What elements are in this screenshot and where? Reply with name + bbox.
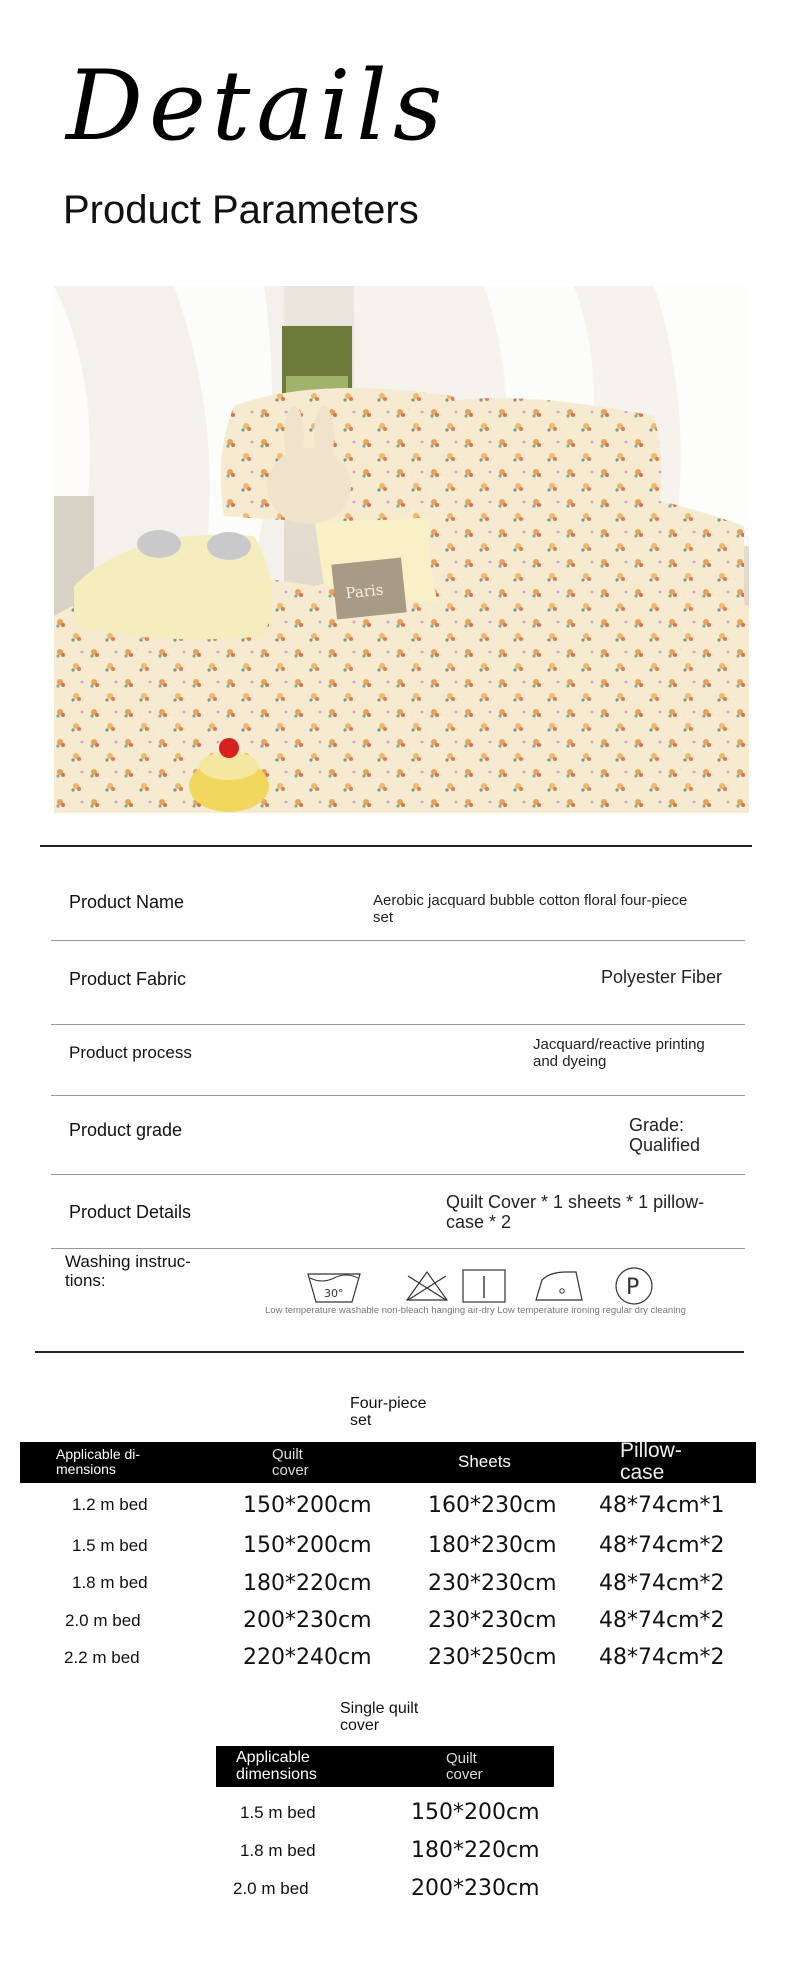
table-cell: 2.2 m bed — [64, 1648, 140, 1667]
param-value-process: Jacquard/reactive printing and dyeing — [533, 1036, 705, 1071]
no-bleach-icon — [407, 1272, 447, 1300]
details-title: Details — [66, 50, 449, 162]
bedding-illustration — [54, 286, 749, 813]
param-value-grade: Grade: Qualified — [629, 1115, 701, 1155]
col-header-pillow: Pillow-case — [620, 1439, 682, 1485]
col-header-dimensions: Applicable dimensions — [236, 1749, 317, 1783]
col-header-dimensions: Applicable di-mensions — [56, 1446, 141, 1477]
row-divider — [51, 1248, 745, 1249]
param-label-fabric: Product Fabric — [69, 969, 187, 989]
table-cell: 230*230cm — [428, 1571, 557, 1596]
table-cell: 48*74cm*2 — [599, 1645, 725, 1670]
dry-clean-p-icon — [616, 1268, 652, 1304]
hang-dry-icon — [463, 1270, 505, 1302]
wash-30-icon — [308, 1274, 360, 1302]
table-cell: 200*230cm — [411, 1876, 540, 1901]
table-cell: 1.2 m bed — [72, 1495, 148, 1514]
table-cell: 2.0 m bed — [233, 1879, 309, 1898]
table-cell: 1.5 m bed — [72, 1536, 148, 1555]
param-value-name: Aerobic jacquard bubble cotton floral four-piece set — [373, 892, 688, 927]
col-header-quilt: Quilt cover — [446, 1750, 483, 1783]
row-divider — [51, 940, 745, 941]
table-cell: 1.8 m bed — [72, 1573, 148, 1592]
four-piece-title: Four-piece set — [350, 1395, 427, 1429]
table-cell: 180*220cm — [411, 1838, 540, 1863]
table-cell: 2.0 m bed — [65, 1611, 141, 1630]
row-divider — [51, 1024, 745, 1025]
single-quilt-title: Single quilt cover — [340, 1700, 419, 1734]
table-cell: 48*74cm*2 — [599, 1608, 725, 1633]
table-cell: 150*200cm — [243, 1533, 372, 1558]
table-cell: 1.8 m bed — [240, 1841, 316, 1860]
table-cell: 150*200cm — [411, 1800, 540, 1825]
section-divider — [40, 845, 752, 847]
washing-label: Washing instruc-tions: — [65, 1252, 191, 1290]
page-title: Product Parameters — [63, 188, 419, 232]
table-cell: 160*230cm — [428, 1493, 557, 1518]
book-text: Paris — [344, 580, 385, 603]
row-divider — [51, 1174, 745, 1175]
table-cell: 200*230cm — [243, 1608, 372, 1633]
table-cell: 180*230cm — [428, 1533, 557, 1558]
param-label-process: Product process — [69, 1043, 192, 1062]
product-photo — [54, 286, 749, 813]
col-header-quilt: Quilt cover — [272, 1446, 309, 1479]
param-label-details: Product Details — [69, 1202, 192, 1222]
svg-text:P: P — [626, 1275, 640, 1300]
table-cell: 48*74cm*2 — [599, 1571, 725, 1596]
table-cell: 48*74cm*1 — [599, 1493, 725, 1518]
param-value-fabric: Polyester Fiber — [601, 967, 723, 987]
col-header-sheets: Sheets — [458, 1452, 511, 1471]
table-cell: 48*74cm*2 — [599, 1533, 725, 1558]
table-cell: 220*240cm — [243, 1645, 372, 1670]
table-cell: 230*250cm — [428, 1645, 557, 1670]
table-cell: 180*220cm — [243, 1571, 372, 1596]
section-divider — [35, 1351, 744, 1353]
param-label-name: Product Name — [69, 892, 185, 912]
row-divider — [51, 1095, 745, 1096]
table-cell: 230*230cm — [428, 1608, 557, 1633]
param-value-details: Quilt Cover * 1 sheets * 1 pillow-case * 2 — [446, 1192, 705, 1232]
param-label-grade: Product grade — [69, 1120, 183, 1140]
table-cell: 150*200cm — [243, 1493, 372, 1518]
svg-text:30°: 30° — [324, 1287, 344, 1300]
washing-caption: Low temperature washable non-bleach hanging air-dry Low temperature ironing regular dry cleaning — [265, 1305, 686, 1316]
low-iron-icon — [536, 1272, 582, 1300]
table-cell: 1.5 m bed — [240, 1803, 316, 1822]
